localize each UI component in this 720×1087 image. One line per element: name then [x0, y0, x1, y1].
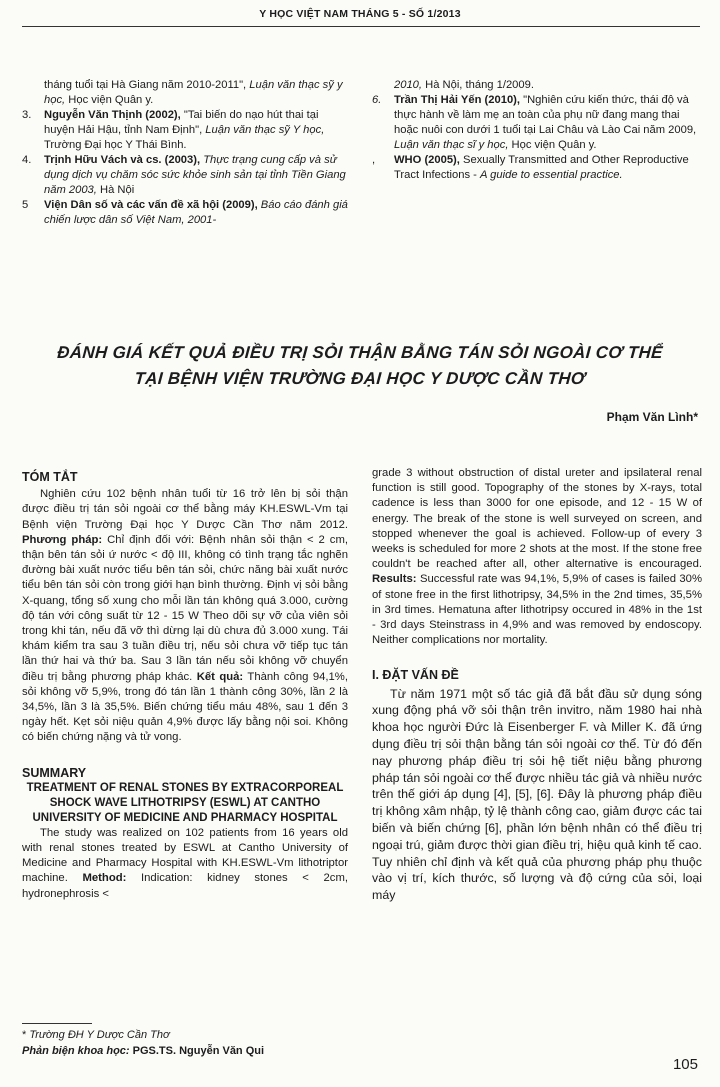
article-title-line-1: ĐÁNH GIÁ KẾT QUẢ ĐIỀU TRỊ SỎI THẬN BẰNG TÁN SỎI NGOÀI CƠ THỂ: [56, 343, 664, 362]
reference-6: 6. Trần Thị Hải Yến (2010), "Nghiên cứu kiến thức, thái độ và thực hành về làm mẹ an toàn của phụ nữ đang mang thai hoặc nuôi con dưới 1 tuổi tại Lai Châu và Lào Cai năm 2009, Luận văn thạc sĩ y học, Học viện Quân y.: [372, 94, 697, 151]
references-left: [22, 78, 352, 228]
reference-5: 5 Viện Dân số và các vấn đề xã hội (2009), Báo cáo đánh giá chiến lược dân số Việt Nam, 2001-: [22, 199, 348, 226]
summary-heading: SUMMARY: [22, 765, 87, 780]
summary-text: The study was realized on 102 patients from 16 years old with renal stones treated by ESWL at Cantho University of Medicine and Pharmacy Hospital with KH.ESWL-Vm lithotriptor machine. Method: Indication: kidney stones < 2cm, hydronephrosis <: [22, 826, 348, 900]
header-rule: [22, 26, 700, 27]
abstract-vietnamese: Nghiên cứu 102 bệnh nhân tuổi từ 16 trở lên bị sỏi thận được điều trị tán sỏi ngoài cơ thể bằng máy KH.ESWL-Vm tại Bệnh viện Trường Đại học Y Dược Cần Thơ năm 2012. Phương pháp: Chỉ định đối với: Bệnh nhân sỏi thận < 2 cm, thận bên tán sỏi ứ nước < độ III, không có tình trạng tắc nghẽn đường bài xuất nước tiểu bên tán sỏi, chức năng bài xuất nước tiểu bên tán sỏi còn trong giới hạn bình thường. Định vị sỏi bằng X-quang, tổng số xung cho mỗi lần tán không quá 3.000, cường độ tán với công suất từ 12 - 15 W Theo dõi sự vỡ của viên sỏi trong khi tán, nếu đã vỡ thì dừng lại dù chưa đủ 3.000 xung. Tái khám kiểm tra sau 3 tuần điều trị, nếu sỏi chưa vỡ tiếp tục tán lần thứ hai và thứ ba. Sau 3 lần tán nếu sỏi không vỡ chuyển điều trị bằng phương pháp khác. Kết quả: Thành công 94,1%, sỏi không vỡ 5,9%, trong đó tán lần 1 thành công 30%, lần 2 là 34,5%, lần 3 là 35,5%. Biến chứng tiểu máu 48%, sau 1 đến 3 ngày hết. Kẹt sỏi niệu quản 4,9% được lấy bằng nội soi. Không có biến chứng nặng và tử vong.: [22, 488, 348, 744]
summary-title: TREATMENT OF RENAL STONES BY EXTRACORPOREAL SHOCK WAVE LITHOTRIPSY (ESWL) AT CANTHO UNIVERSITY OF MEDICINE AND PHARMACY HOSPITAL: [26, 781, 344, 824]
article-title-line-2: TẠI BỆNH VIỆN TRƯỜNG ĐẠI HỌC Y DƯỢC CẦN THƠ: [133, 369, 587, 388]
reference-3: 3. Nguyễn Văn Thịnh (2002), "Tai biến do nạo hút thai tại huyện Hải Hậu, tỉnh Nam Định", Luận văn thạc sỹ Y học, Trường Đại học Y Thái Bình.: [22, 109, 325, 151]
reference-2-continued: tháng tuổi tại Hà Giang năm 2010-2011", Luận văn thạc sỹ y học, Học viện Quân y.: [44, 79, 343, 106]
right-column: [372, 466, 702, 904]
left-column: [22, 470, 348, 902]
abstract-heading: TÓM TẮT: [22, 470, 78, 484]
running-header: Y HỌC VIỆT NAM THÁNG 5 - SỐ 1/2013: [259, 8, 461, 20]
reference-7: , WHO (2005), Sexually Transmitted and Other Reproductive Tract Infections - A guide to essential practice.: [372, 154, 689, 181]
footnote: [22, 1027, 522, 1059]
reference-4: 4. Trịnh Hữu Vách và cs. (2003), Thực trạng cung cấp và sử dụng dịch vụ chăm sóc sức khỏe sinh sản tại tỉnh Tiền Giang năm 2003, Hà Nội: [22, 154, 346, 196]
summary-continued: grade 3 without obstruction of distal ureter and ipsilateral renal function is still good. Topography of the stones by X-rays, total cadence is less than 3000 for one episode, and 12 - 15 W of energy. The break of the stone is well surveyed on screen, and stopped whenever the goal is achieved. Follow-up of every 3 weeks is scheduled for more 2 shots at the most. If the stone free couldn't be reached after all, other alternative is encouraged. Results: Successful rate was 94,1%, 5,9% of cases is failed 30% of stone free in the first lithotripsy, 34,5% in the 2nd times, 35,5% in 3rd times. Hematuna after lithotripsy occured in 48% in the 1st - 3rd days Steinstrass in 4,9% and was removed by endoscopy. Neither complications nor mortality.: [372, 467, 702, 647]
footnote-reviewer: Phản biện khoa học: PGS.TS. Nguyễn Văn Qui: [22, 1045, 265, 1057]
author-name: Phạm Văn Lình*: [606, 410, 698, 424]
introduction-heading: I. ĐẶT VẤN ĐỀ: [372, 668, 459, 683]
reference-5-continued: 2010, Hà Nội, tháng 1/2009.: [394, 79, 534, 91]
footnote-affiliation: * Trường ĐH Y Dược Cần Thơ: [22, 1029, 170, 1041]
introduction-text: Từ năm 1971 một số tác giả đã bắt đầu sử dụng sóng xung động phá vỡ sỏi thận trên invitro, năm 1980 hai nhà khoa học người Đức là Eisenberger F. và Miller K. đã ứng dụng điều trị sỏi thận bằng tán sỏi ngoài cơ thể. Từ đó đến nay phương pháp điều trị sỏi hệ tiết niệu bằng phương pháp tán sỏi ngoài cơ thể được nhiều tác giả và nhiều nước trên thế giới áp dụng [4], [5], [6]. Đây là phương pháp điều trị không xâm nhập, tỷ lệ thành công cao, giảm được các tai biến và biến chứng [6], phần lớn bệnh nhân có thể điều trị ngoại trú, giảm được thời gian điều trị, hiệu quả kinh tế cao. Tuy nhiên chỉ định và kết quả của phương pháp phụ thuộc vào vị trí, kích thước, số lượng và độ cứng của sỏi, loại máy: [372, 686, 702, 903]
footnote-rule: [22, 1023, 92, 1024]
references-right: [372, 78, 702, 183]
page-number: 105: [672, 1056, 698, 1073]
